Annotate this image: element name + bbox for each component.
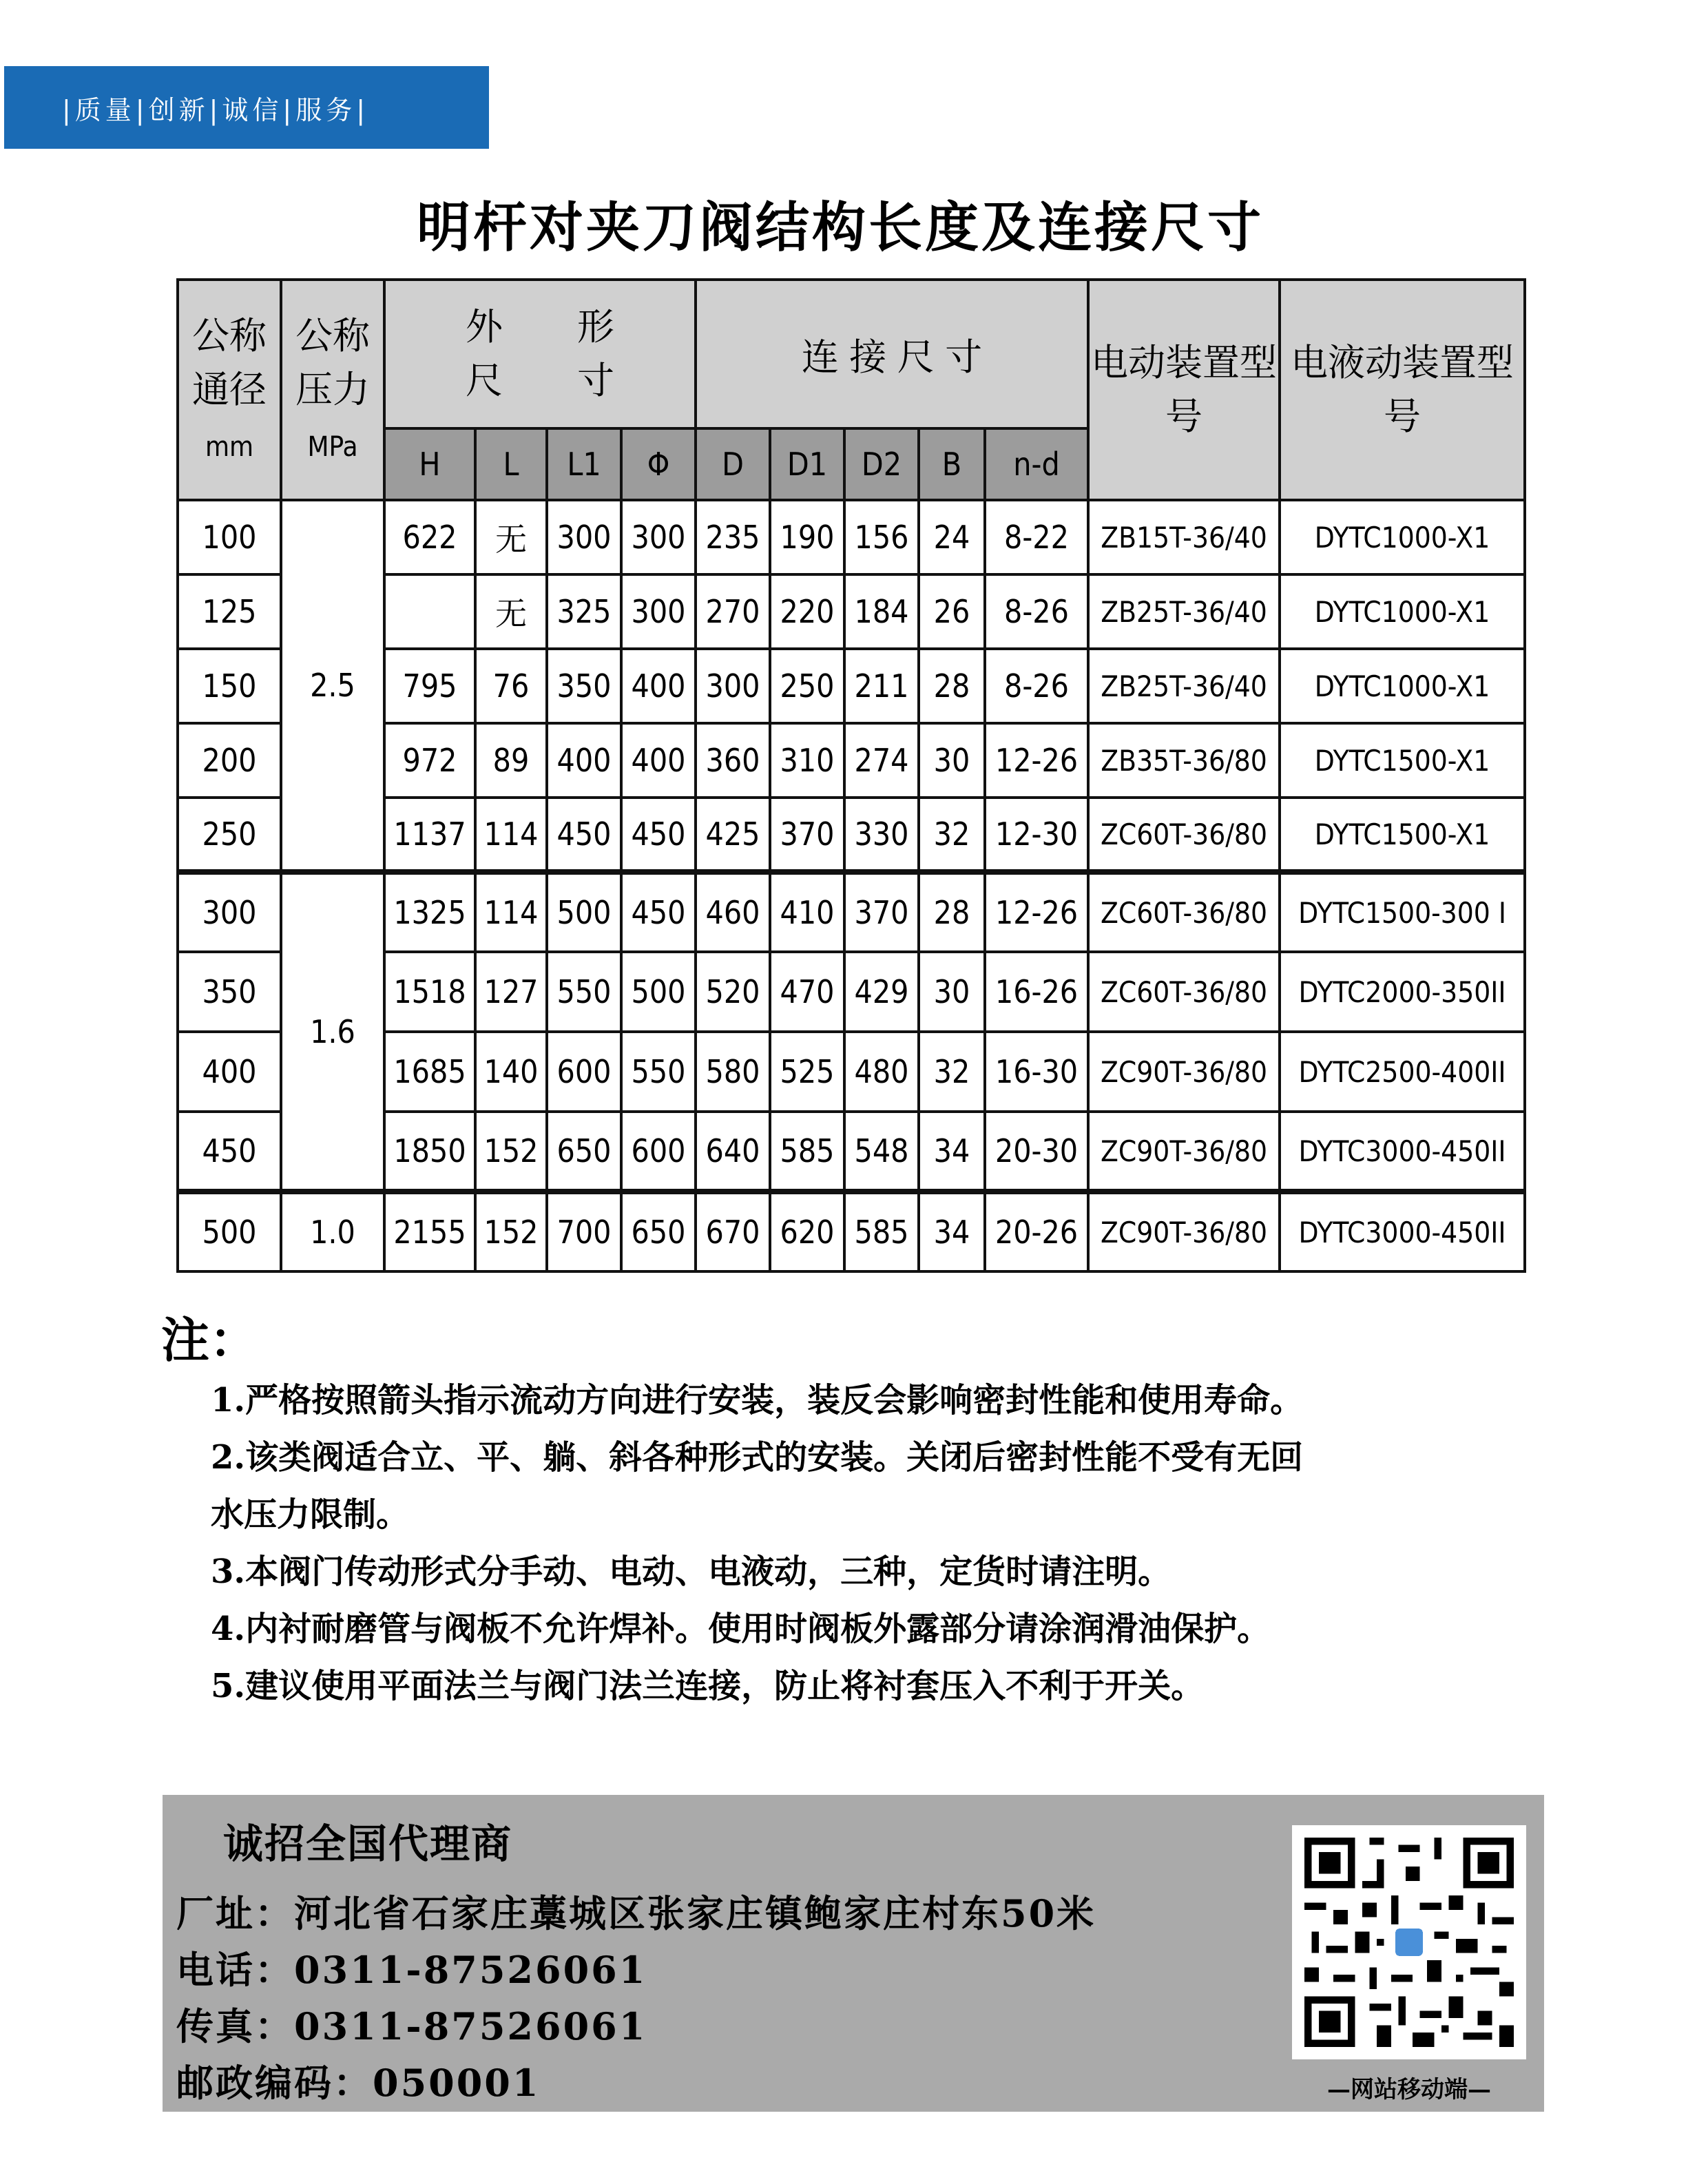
cell-D: 670 xyxy=(696,1192,770,1271)
cell-H: 2155 xyxy=(384,1192,475,1271)
cell-phi: 400 xyxy=(621,649,696,723)
cell-D: 640 xyxy=(696,1112,770,1192)
cell-nominal-diameter: 300 xyxy=(178,872,281,952)
cell-nominal-pressure: 1.0 xyxy=(281,1192,384,1271)
cell-phi: 300 xyxy=(621,500,696,574)
cell-D: 520 xyxy=(696,952,770,1032)
cell-D1: 220 xyxy=(770,574,844,649)
cell-hydraulic-model: DYTC2500-400II xyxy=(1280,1032,1525,1112)
cell-D2: 585 xyxy=(844,1192,919,1271)
cell-L1: 300 xyxy=(547,500,621,574)
cell-L1: 650 xyxy=(547,1112,621,1192)
cell-L: 114 xyxy=(475,798,547,872)
cell-nd: 20-30 xyxy=(985,1112,1088,1192)
cell-L1: 350 xyxy=(547,649,621,723)
cell-nd: 8-22 xyxy=(985,500,1088,574)
cell-phi: 650 xyxy=(621,1192,696,1271)
note-item: 3.本阀门传动形式分手动、电动、电液动，三种，定货时请注明。 xyxy=(211,1552,1171,1591)
cell-B: 34 xyxy=(919,1112,985,1192)
header-nominal-pressure: 公称压力 MPa xyxy=(281,280,384,500)
cell-phi: 300 xyxy=(621,574,696,649)
cell-hydraulic-model: DYTC1500-300 I xyxy=(1280,872,1525,952)
cell-hydraulic-model: DYTC3000-450II xyxy=(1280,1112,1525,1192)
cell-electric-model: ZB35T-36/80 xyxy=(1088,723,1280,798)
cell-electric-model: ZC60T-36/80 xyxy=(1088,952,1280,1032)
cell-nd: 16-26 xyxy=(985,952,1088,1032)
cell-nd: 12-26 xyxy=(985,723,1088,798)
cell-H: 622 xyxy=(384,500,475,574)
qr-caption: —网站移动端— xyxy=(1327,2076,1491,2103)
cell-D1: 410 xyxy=(770,872,844,952)
cell-electric-model: ZC90T-36/80 xyxy=(1088,1192,1280,1271)
cell-L1: 400 xyxy=(547,723,621,798)
postcode-line: 邮政编码：050001 xyxy=(176,2061,541,2105)
cell-nd: 20-26 xyxy=(985,1192,1088,1271)
cell-L1: 325 xyxy=(547,574,621,649)
cell-hydraulic-model: DYTC1000-X1 xyxy=(1280,500,1525,574)
cell-B: 28 xyxy=(919,649,985,723)
cell-nominal-diameter: 150 xyxy=(178,649,281,723)
cell-D2: 184 xyxy=(844,574,919,649)
cell-D: 360 xyxy=(696,723,770,798)
notes-title: 注： xyxy=(161,1311,258,1369)
cell-hydraulic-model: DYTC1500-X1 xyxy=(1280,798,1525,872)
cell-D: 270 xyxy=(696,574,770,649)
cell-D1: 310 xyxy=(770,723,844,798)
cell-D2: 156 xyxy=(844,500,919,574)
header-connection-dimensions: 连 接 尺 寸 xyxy=(696,280,1088,428)
spec-table-header xyxy=(178,280,1525,500)
notes-list xyxy=(211,1372,1561,1715)
cell-D1: 525 xyxy=(770,1032,844,1112)
cell-B: 30 xyxy=(919,723,985,798)
cell-H xyxy=(384,574,475,649)
cell-nominal-diameter: 350 xyxy=(178,952,281,1032)
cell-D2: 274 xyxy=(844,723,919,798)
header-L: L xyxy=(475,428,547,500)
recruit-heading: 诚招全国代理商 xyxy=(223,1820,513,1867)
cell-D2: 330 xyxy=(844,798,919,872)
cell-phi: 600 xyxy=(621,1112,696,1192)
header-B: B xyxy=(919,428,985,500)
header-outer-dimensions: 外 形 尺 寸 xyxy=(384,280,696,428)
spec-table xyxy=(176,278,1526,1273)
cell-L: 无 xyxy=(475,574,547,649)
cell-D2: 370 xyxy=(844,872,919,952)
slogan-text: |质量|创新|诚信|服务| xyxy=(62,94,370,125)
note-item: 4.内衬耐磨管与阀板不允许焊补。使用时阀板外露部分请涂润滑油保护。 xyxy=(211,1610,1271,1648)
cell-L1: 600 xyxy=(547,1032,621,1112)
cell-electric-model: ZB25T-36/40 xyxy=(1088,649,1280,723)
cell-nominal-diameter: 500 xyxy=(178,1192,281,1271)
cell-electric-model: ZC90T-36/80 xyxy=(1088,1112,1280,1192)
cell-nd: 12-30 xyxy=(985,798,1088,872)
header-D2: D2 xyxy=(844,428,919,500)
cell-D1: 250 xyxy=(770,649,844,723)
cell-nominal-pressure: 2.5 xyxy=(281,500,384,872)
cell-L: 140 xyxy=(475,1032,547,1112)
cell-B: 32 xyxy=(919,798,985,872)
cell-nominal-diameter: 400 xyxy=(178,1032,281,1112)
cell-L1: 550 xyxy=(547,952,621,1032)
cell-H: 1685 xyxy=(384,1032,475,1112)
cell-L: 127 xyxy=(475,952,547,1032)
cell-H: 795 xyxy=(384,649,475,723)
cell-phi: 500 xyxy=(621,952,696,1032)
cell-H: 1325 xyxy=(384,872,475,952)
note-item: 水压力限制。 xyxy=(211,1495,410,1534)
fax-line: 传真：0311-87526061 xyxy=(176,2004,647,2048)
cell-B: 28 xyxy=(919,872,985,952)
cell-nd: 8-26 xyxy=(985,649,1088,723)
cell-B: 26 xyxy=(919,574,985,649)
cell-hydraulic-model: DYTC1000-X1 xyxy=(1280,574,1525,649)
cell-electric-model: ZC60T-36/80 xyxy=(1088,872,1280,952)
cell-D2: 480 xyxy=(844,1032,919,1112)
cell-D: 460 xyxy=(696,872,770,952)
cell-L: 89 xyxy=(475,723,547,798)
spec-table-body xyxy=(178,500,1525,1271)
address-line: 厂址：河北省石家庄藁城区张家庄镇鲍家庄村东50米 xyxy=(176,1891,1096,1935)
contact-panel xyxy=(163,1795,1544,2112)
cell-H: 1850 xyxy=(384,1112,475,1192)
cell-hydraulic-model: DYTC3000-450II xyxy=(1280,1192,1525,1271)
cell-hydraulic-model: DYTC2000-350II xyxy=(1280,952,1525,1032)
cell-L1: 700 xyxy=(547,1192,621,1271)
cell-D: 300 xyxy=(696,649,770,723)
cell-nd: 16-30 xyxy=(985,1032,1088,1112)
header-L1: L1 xyxy=(547,428,621,500)
cell-electric-model: ZB15T-36/40 xyxy=(1088,500,1280,574)
header-electric-device: 电动装置型号 xyxy=(1088,280,1280,500)
cell-nominal-diameter: 125 xyxy=(178,574,281,649)
cell-H: 1518 xyxy=(384,952,475,1032)
cell-D1: 370 xyxy=(770,798,844,872)
cell-B: 32 xyxy=(919,1032,985,1112)
header-D: D xyxy=(696,428,770,500)
cell-L1: 500 xyxy=(547,872,621,952)
cell-D: 235 xyxy=(696,500,770,574)
slogan-banner xyxy=(4,66,489,149)
cell-electric-model: ZB25T-36/40 xyxy=(1088,574,1280,649)
cell-H: 972 xyxy=(384,723,475,798)
cell-nominal-diameter: 450 xyxy=(178,1112,281,1192)
cell-D2: 211 xyxy=(844,649,919,723)
cell-L: 152 xyxy=(475,1192,547,1271)
note-item: 5.建议使用平面法兰与阀门法兰连接，防止将衬套压入不利于开关。 xyxy=(211,1667,1205,1705)
cell-nominal-diameter: 200 xyxy=(178,723,281,798)
qr-code-icon[interactable] xyxy=(1292,1825,1526,2059)
phone-line: 电话：0311-87526061 xyxy=(176,1948,647,1992)
header-electrohydraulic-device: 电液动装置型号 xyxy=(1280,280,1525,500)
header-phi: Φ xyxy=(621,428,696,500)
cell-phi: 400 xyxy=(621,723,696,798)
header-D1: D1 xyxy=(770,428,844,500)
cell-D: 425 xyxy=(696,798,770,872)
header-n-d: n-d xyxy=(985,428,1088,500)
cell-L1: 450 xyxy=(547,798,621,872)
table-row xyxy=(178,1192,1525,1271)
cell-hydraulic-model: DYTC1000-X1 xyxy=(1280,649,1525,723)
cell-D: 580 xyxy=(696,1032,770,1112)
cell-electric-model: ZC90T-36/80 xyxy=(1088,1032,1280,1112)
cell-electric-model: ZC60T-36/80 xyxy=(1088,798,1280,872)
cell-B: 30 xyxy=(919,952,985,1032)
cell-nominal-diameter: 250 xyxy=(178,798,281,872)
cell-B: 34 xyxy=(919,1192,985,1271)
cell-nominal-pressure: 1.6 xyxy=(281,872,384,1192)
cell-D1: 585 xyxy=(770,1112,844,1192)
cell-D2: 548 xyxy=(844,1112,919,1192)
cell-phi: 450 xyxy=(621,872,696,952)
cell-nd: 12-26 xyxy=(985,872,1088,952)
page-title: 明杆对夹刀阀结构长度及连接尺寸 xyxy=(416,196,1264,259)
header-nominal-diameter: 公称通径 mm xyxy=(178,280,281,500)
table-row xyxy=(178,872,1525,952)
cell-nominal-diameter: 100 xyxy=(178,500,281,574)
cell-D1: 190 xyxy=(770,500,844,574)
cell-L: 114 xyxy=(475,872,547,952)
cell-D2: 429 xyxy=(844,952,919,1032)
note-item: 2.该类阀适合立、平、躺、斜各种形式的安装。关闭后密封性能不受有无回 xyxy=(211,1438,1304,1477)
table-row xyxy=(178,500,1525,574)
cell-L: 152 xyxy=(475,1112,547,1192)
cell-L: 无 xyxy=(475,500,547,574)
cell-D1: 470 xyxy=(770,952,844,1032)
note-item: 1.严格按照箭头指示流动方向进行安装，装反会影响密封性能和使用寿命。 xyxy=(211,1381,1304,1420)
header-H: H xyxy=(384,428,475,500)
cell-L: 76 xyxy=(475,649,547,723)
cell-D1: 620 xyxy=(770,1192,844,1271)
cell-nd: 8-26 xyxy=(985,574,1088,649)
cell-H: 1137 xyxy=(384,798,475,872)
cell-B: 24 xyxy=(919,500,985,574)
cell-phi: 450 xyxy=(621,798,696,872)
cell-phi: 550 xyxy=(621,1032,696,1112)
cell-hydraulic-model: DYTC1500-X1 xyxy=(1280,723,1525,798)
